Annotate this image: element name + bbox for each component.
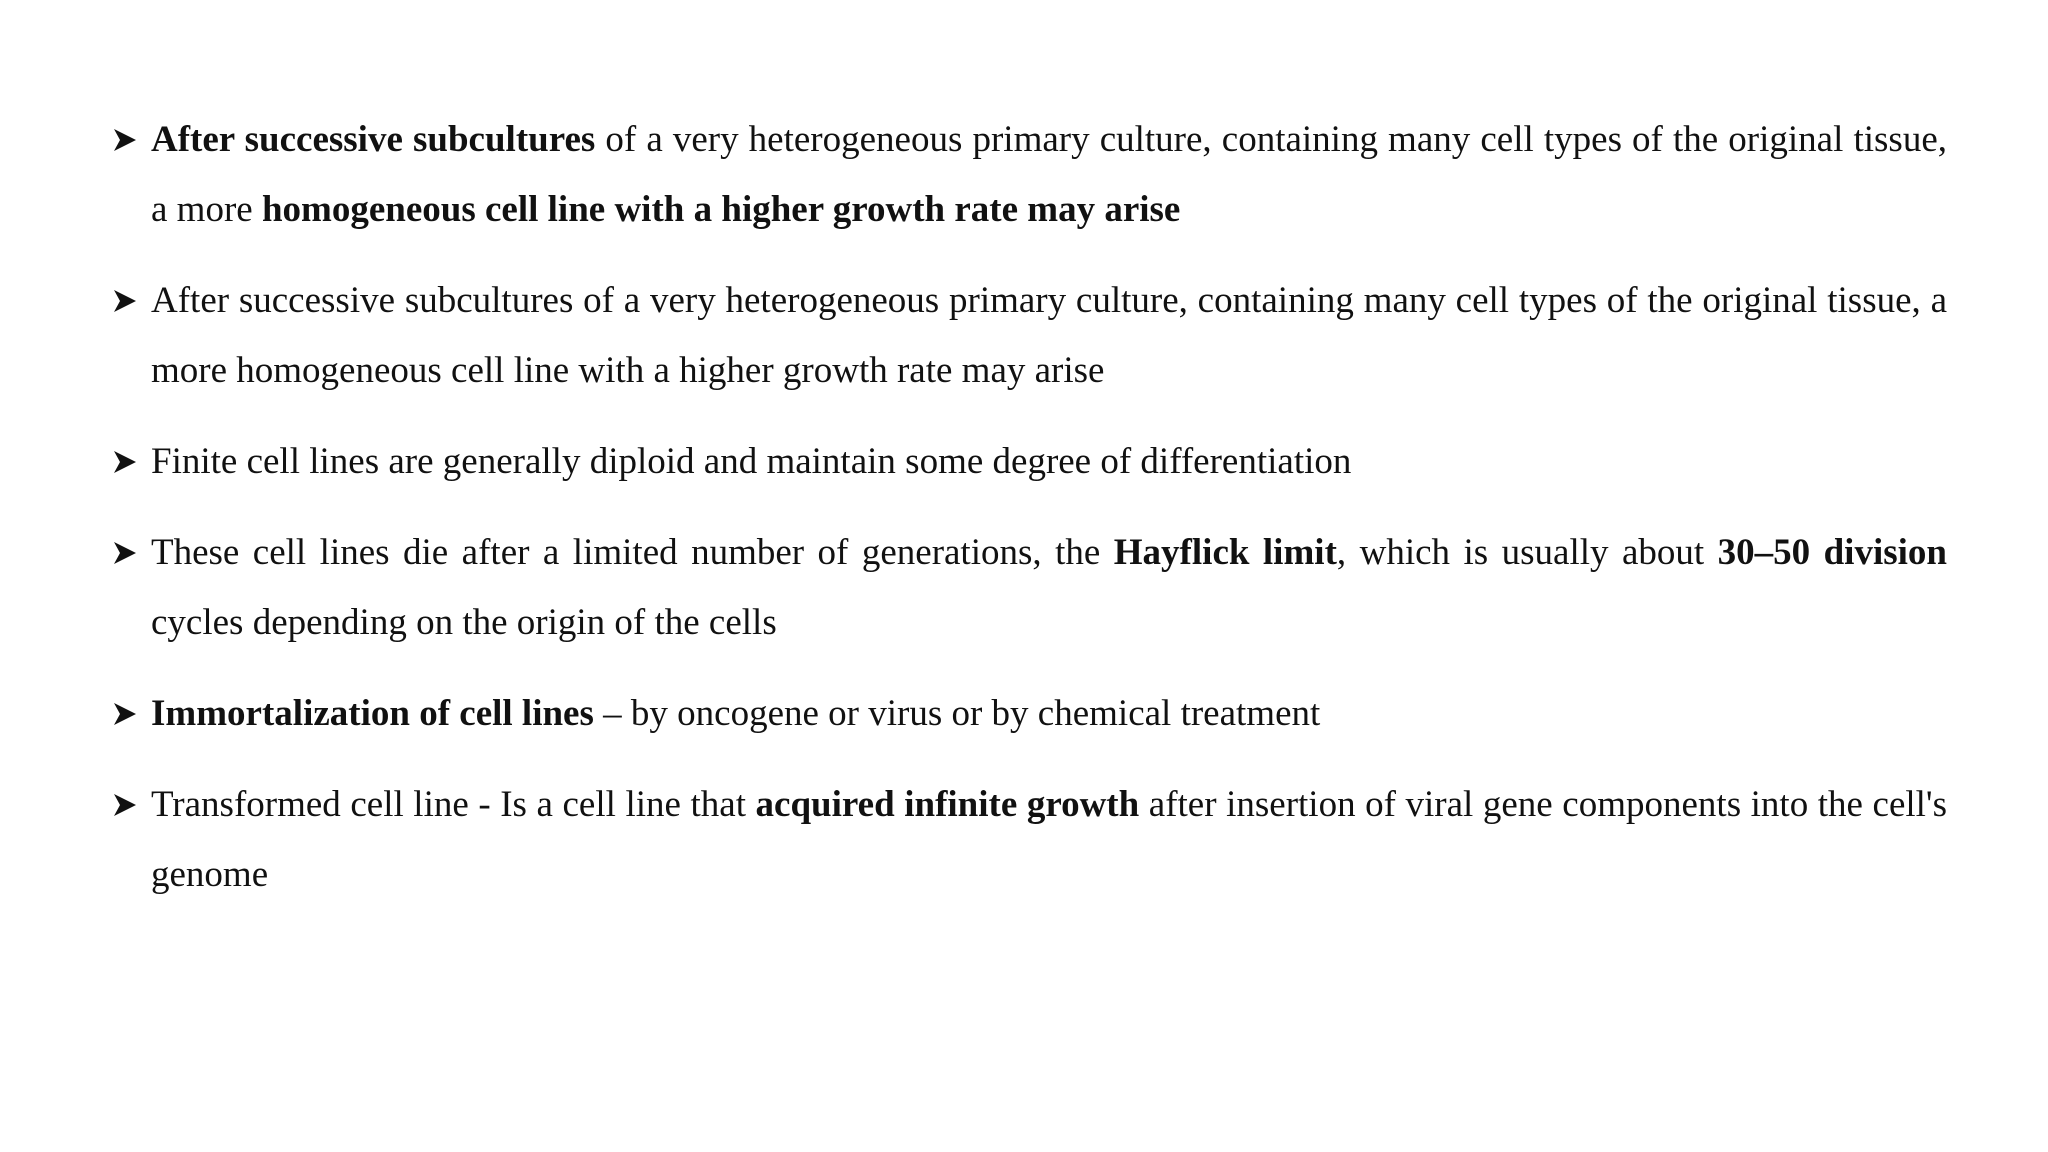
bullet-text-bold: 30–50 division (1717, 532, 1947, 573)
bullet-text-bold: After successive subcultures (151, 119, 596, 160)
arrowhead-bullet-icon (112, 679, 142, 749)
bullet-text-bold: Hayflick limit (1113, 532, 1337, 573)
bullet-text-bold: acquired infinite growth (755, 784, 1140, 825)
bullet-item (112, 679, 1947, 749)
bullet-text: , which is usually about (1336, 532, 1718, 573)
bullet-text: – by oncogene or virus or by chemical treatment (593, 693, 1321, 734)
bullet-text-bold: homogeneous cell line with a higher growth rate may arise (261, 189, 1181, 230)
bullet-item (112, 105, 1947, 245)
bullet-text-bold: Immortalization of cell lines (151, 693, 594, 734)
arrowhead-bullet-icon (112, 105, 142, 175)
bullet-item (112, 427, 1947, 497)
bullet-text: These cell lines die after a limited number of generations, the (151, 532, 1114, 573)
bullet-text: of a very heterogeneous primary culture, containing many cell types of the original tissue, a more (151, 119, 1947, 230)
arrowhead-bullet-icon (112, 518, 142, 588)
bullet-item (112, 266, 1947, 406)
bullet-text: cycles depending on the origin of the cells (151, 602, 777, 643)
bullet-text: After successive subcultures of a very heterogeneous primary culture, containing many cell types of the original tissue, a more homogeneous cell line with a higher growth rate may arise (151, 280, 1947, 391)
bullet-item (112, 770, 1947, 910)
bullet-text: Transformed cell line - Is a cell line that (151, 784, 756, 825)
arrowhead-bullet-icon (112, 770, 142, 840)
bullet-text: Finite cell lines are generally diploid and maintain some degree of differentiation (151, 441, 1352, 482)
bullet-text: after insertion of viral gene components into the cell's genome (151, 784, 1947, 895)
bullet-item (112, 518, 1947, 658)
bullet-list (112, 105, 1947, 931)
arrowhead-bullet-icon (112, 266, 142, 336)
arrowhead-bullet-icon (112, 427, 142, 497)
